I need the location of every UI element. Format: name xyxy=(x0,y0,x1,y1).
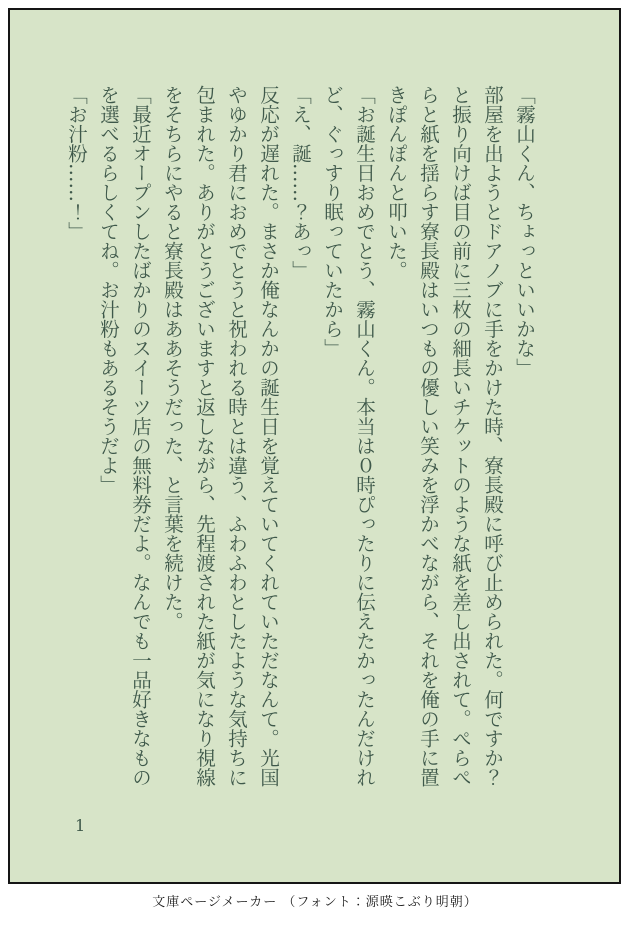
paragraph-dialogue-2: 「お誕生日おめでとう、霧山くん。本当は０時ぴったりに伝えたかったんだけれど、ぐっすり眠っていたから」 xyxy=(321,85,376,787)
vertical-text-block xyxy=(60,85,540,791)
paragraph-narrative-2: 反応が遅れた。まさか俺なんかの誕生日を覚えていてくれていただなんて。光国やゆかり君におめでとうと祝われる時とは違う、ふわふわとしたような気持ちに包まれた。ありがとうございますと返しながら、先程渡された紙が気になり視線をそちらにやると寮長殿はああそうだった、と言葉を続けた。 xyxy=(161,85,280,787)
paragraph-narrative-1: 部屋を出ようとドアノブに手をかけた時、寮長殿に呼び止められた。何ですか？と振り向けば目の前に三枚の細長いチケットのような紙を差し出されて。ぺらぺらと紙を揺らす寮長殿はいつもの優しい笑みを浮かべながら、それを俺の手に置きぽんぽんと叩いた。 xyxy=(385,85,504,787)
paragraph-dialogue-1: 「霧山くん、ちょっといいかな」 xyxy=(513,85,536,378)
paragraph-dialogue-4: 「最近オープンしたばかりのスイーツ店の無料券だよ。なんでも一品好きなものを選べるらしくてね。お汁粉もあるそうだよ」 xyxy=(97,85,152,787)
footer-caption: 文庫ページメーカー （フォント：源暎こぶり明朝） xyxy=(152,895,478,910)
page-number: 1 xyxy=(75,816,86,835)
novel-page xyxy=(8,8,621,884)
paragraph-dialogue-3: 「え、誕……？あっ」 xyxy=(289,85,312,280)
paragraph-dialogue-5: 「お汁粉……！」 xyxy=(65,85,88,241)
